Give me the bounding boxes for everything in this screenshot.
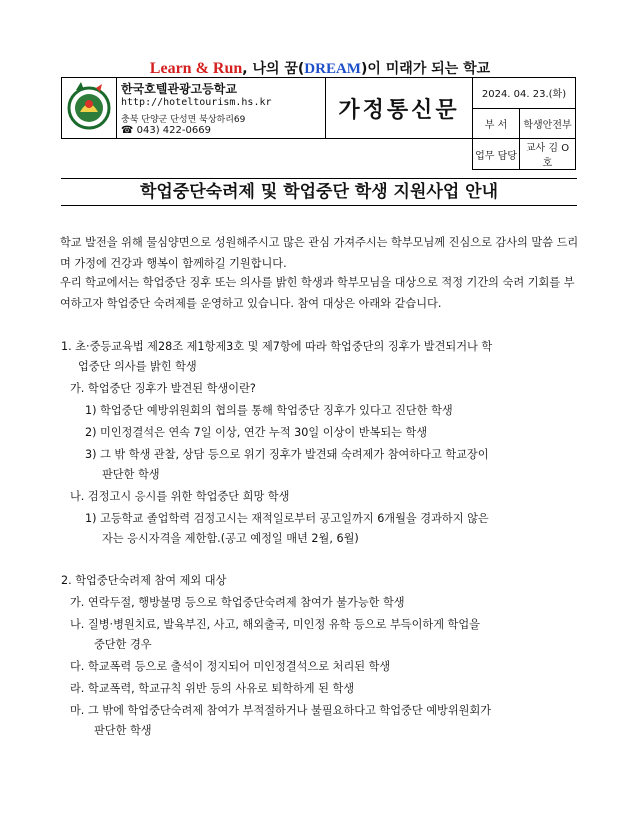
section-1-heading-cont: 업중단 의사를 밝힌 학생 (78, 360, 197, 373)
owner-value: 교사 김 O 호 (520, 139, 576, 170)
section-2-heading: 2. 학업중단숙려제 참여 제외 대상 (61, 574, 227, 587)
item-1-2: 2) 미인정결석은 연속 7일 이상, 연간 누적 30일 이상이 반복되는 학생 (85, 426, 428, 439)
item-1-3-cont: 판단한 학생 (102, 468, 160, 481)
school-url[interactable]: http://hoteltourism.hs.kr (121, 97, 272, 108)
school-info (117, 78, 326, 139)
slogan-dream: DREAM (304, 61, 361, 77)
slogan-learn-run: Learn & Run (149, 60, 243, 77)
exclusion-da: 다. 학교폭력 등으로 출석이 정지되어 미인정결석으로 처리된 학생 (70, 660, 391, 673)
exclusion-na-cont: 중단한 경우 (94, 638, 152, 651)
item-1-1: 1) 학업중단 예방위원회의 협의를 통해 학업중단 징후가 있다고 진단한 학생 (85, 404, 453, 417)
school-logo (62, 78, 117, 139)
exclusion-ma-cont: 판단한 학생 (94, 724, 152, 737)
owner-label: 업무 담당 (473, 139, 520, 170)
subsection-na: 나. 검정고시 응시를 위한 학업중단 희망 학생 (70, 490, 290, 503)
intro-paragraph-1: 학교 발전을 위해 물심양면으로 성원해주시고 많은 관심 가져주시는 학부모님께 진심으로 감사의 말씀 드리며 가정에 건강과 행복이 함께하길 기원합니다. (60, 236, 579, 270)
dept-label: 부 서 (473, 108, 520, 139)
item-1-3: 3) 그 밖 학생 관찰, 상담 등으로 위기 징후가 발견돼 숙려제가 참여하다고 학교장이 (85, 448, 489, 461)
exclusion-ga: 가. 연락두절, 행방불명 등으로 학업중단숙려제 참여가 불가능한 학생 (70, 596, 405, 609)
exclusion-ra: 라. 학교폭력, 학교규칙 위반 등의 사유로 퇴학하게 된 학생 (70, 682, 355, 695)
issue-date: 2024. 04. 23.(화) (473, 78, 576, 109)
document-title: 학업중단숙려제 및 학업중단 학생 지원사업 안내 (61, 178, 577, 206)
subsection-ga: 가. 학업중단 징후가 발견된 학생이란? (70, 382, 256, 395)
letter-header-table (61, 77, 576, 170)
exclusion-ma: 마. 그 밖에 학업중단숙려제 참여가 부적절하거나 불필요하다고 학업중단 예방위원회가 (70, 704, 492, 717)
school-phone: ☎ 043) 422-0669 (121, 125, 211, 136)
school-name: 한국호텔관광고등학교 (121, 82, 237, 96)
section-1-heading: 1. 초·중등교육법 제28조 제1항제3호 및 제7항에 따라 학업중단의 징후가 발견되거나 학 (61, 340, 493, 353)
school-slogan (0, 58, 640, 78)
doc-type-title: 가정통신문 (326, 78, 473, 139)
school-address: 충북 단양군 단성면 북상하리69 (121, 115, 246, 125)
item-2-1: 1) 고등학교 졸업학력 검정고시는 재적일로부터 공고일까지 6개월을 경과하지 않은 (85, 512, 489, 525)
intro-paragraph-2: 우리 학교에서는 학업중단 징후 또는 의사를 밝힌 학생과 학부모님을 대상으로 적정 기간의 숙려 기회를 부여하고자 학업중단 숙려제를 운영하고 있습니다. 참여 대상은 아래와 같습니다. (60, 276, 575, 310)
dept-value: 학생안전부 (520, 108, 576, 139)
exclusion-na: 나. 질병·병원치료, 발육부진, 사고, 해외출국, 미인정 유학 등으로 부득이하게 학업을 (70, 618, 480, 631)
item-2-1-cont: 자는 응시자격을 제한함.(공고 예정일 매년 2월, 6월) (102, 532, 359, 545)
slogan-text-2: )이 미래가 되는 학교 (360, 61, 491, 77)
slogan-text-1: , 나의 꿈( (242, 61, 305, 77)
